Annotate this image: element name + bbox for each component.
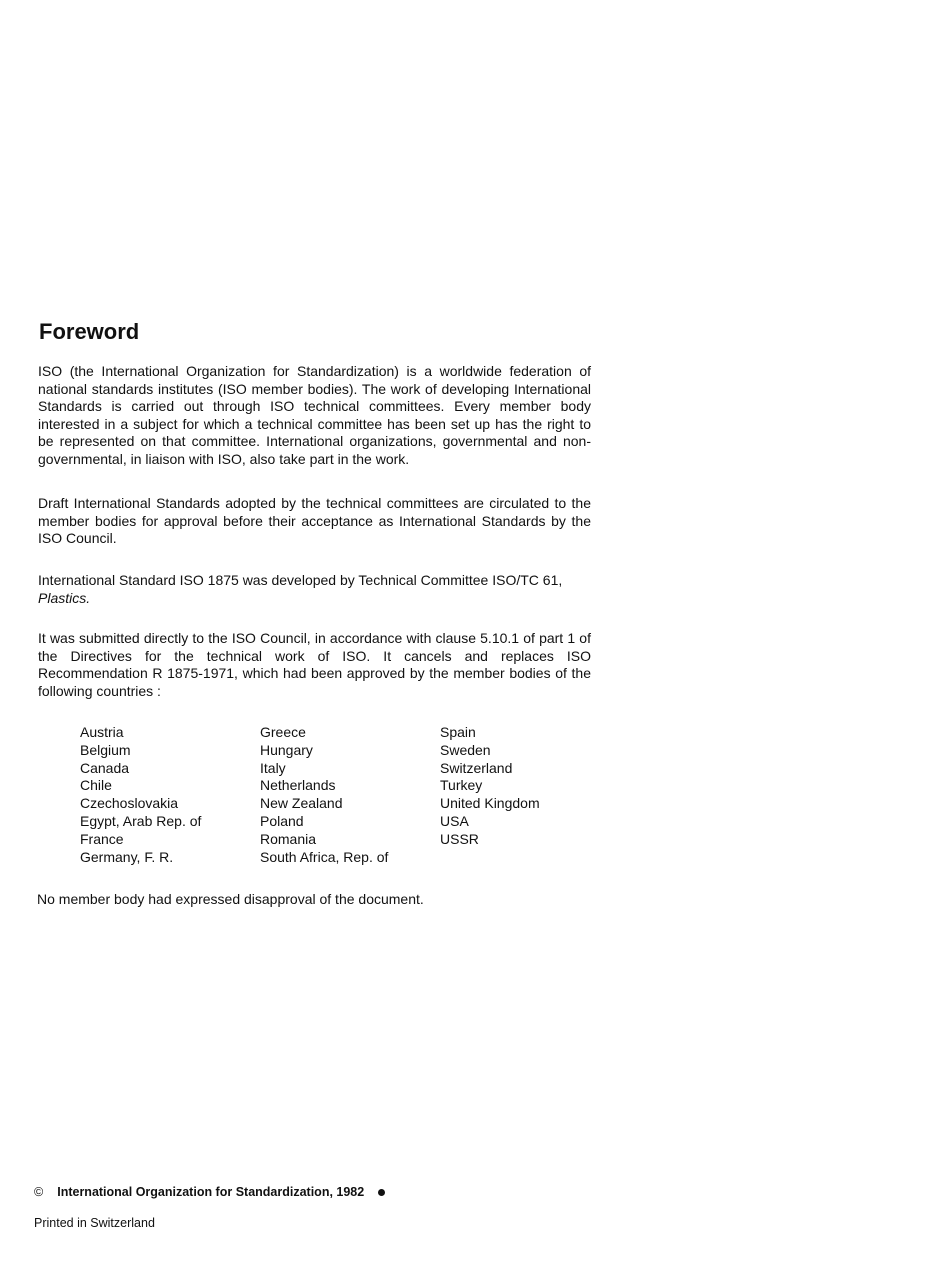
country-item: Romania xyxy=(260,830,317,847)
country-item: Spain xyxy=(440,724,476,740)
country-item: Germany, F. R. xyxy=(80,848,174,865)
paragraph-iso-intro: ISO (the International Organization for Standardization) is a worldwide federation of national standards institutes (ISO member bodies). The work of developing International Standards is carried out through ISO technical committees. Every member body interested in a subject for which a technical committee has been set up has the right to be represented on that committee. International organizations, governmental and non-governmental, in liaison with ISO, also take part in the work. xyxy=(38,363,591,467)
country-item: New Zealand xyxy=(260,795,343,812)
copyright-line xyxy=(34,1184,385,1200)
country-item: Greece xyxy=(260,724,306,740)
paragraph-iso-1875 xyxy=(38,572,591,607)
country-item: Canada xyxy=(80,759,130,776)
country-item: Poland xyxy=(260,812,304,829)
country-item: Austria xyxy=(80,724,124,740)
printed-in: Printed in Switzerland xyxy=(34,1216,155,1230)
country-item: South Africa, Rep. of xyxy=(260,848,389,865)
countries-column-2 xyxy=(260,724,440,866)
country-item: Chile xyxy=(80,777,112,794)
country-item: Egypt, Arab Rep. of xyxy=(80,812,202,829)
country-item: Italy xyxy=(260,759,286,776)
country-item: USA xyxy=(440,812,469,829)
country-item: Hungary xyxy=(260,741,313,758)
paragraph-draft-standards: Draft International Standards adopted by the technical committees are circulated to the member bodies for approval before their acceptance as International Standards by the ISO Council. xyxy=(38,495,591,546)
copyright-icon: © xyxy=(34,1185,44,1199)
country-item: Netherlands xyxy=(260,777,336,794)
paragraph-submission: It was submitted directly to the ISO Council, in accordance with clause 5.10.1 of part 1 of the Directives for the technical work of ISO. It cancels and replaces ISO Recommendation R 1875-1971, which had been approved by the member bodies of the following countries : xyxy=(38,630,591,699)
paragraph-iso-1875-committee: Plastics. xyxy=(38,589,91,606)
paragraph-iso-1875-main: International Standard ISO 1875 was developed by Technical Committee ISO/TC 61, xyxy=(38,572,563,588)
country-item: France xyxy=(80,830,124,847)
country-item: Sweden xyxy=(440,741,491,758)
country-item: United Kingdom xyxy=(440,795,540,812)
copyright-text: International Organization for Standardization, 1982 xyxy=(57,1185,365,1199)
country-item: Switzerland xyxy=(440,759,513,776)
bullet-icon xyxy=(378,1189,385,1196)
countries-column-3 xyxy=(440,724,620,866)
page-title: Foreword xyxy=(39,319,140,344)
countries-list xyxy=(80,724,620,866)
country-item: Belgium xyxy=(80,741,131,758)
countries-column-1 xyxy=(80,724,260,866)
country-item: USSR xyxy=(440,830,479,847)
paragraph-no-disapproval: No member body had expressed disapproval of the document. xyxy=(37,891,424,907)
country-item: Turkey xyxy=(440,777,483,794)
country-item: Czechoslovakia xyxy=(80,795,179,812)
